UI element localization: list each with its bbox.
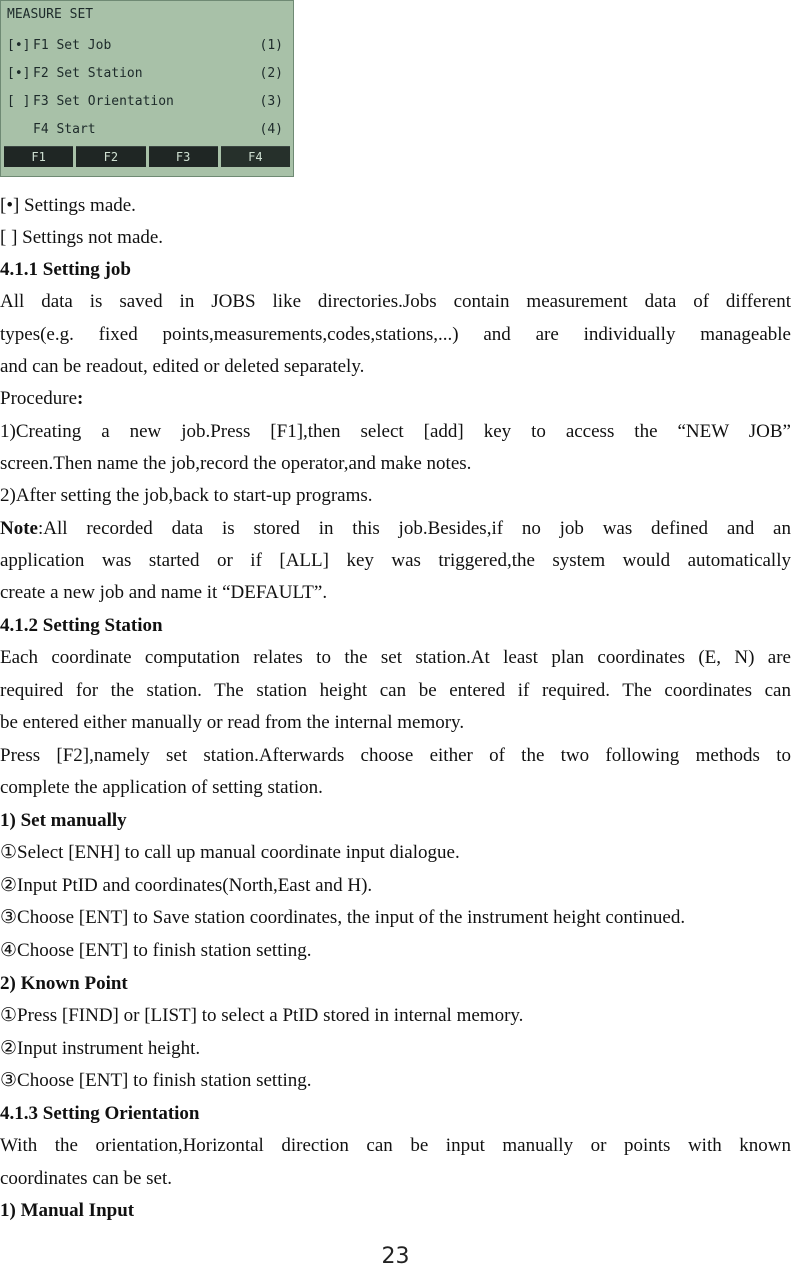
paragraph-line: screen.Then name the job,record the operator,and make notes. xyxy=(0,453,472,474)
paragraph-line: complete the application of setting station. xyxy=(0,777,323,798)
device-screen xyxy=(0,0,294,177)
heading-set-manually: 1) Set manually xyxy=(0,810,127,831)
paragraph-line: be entered either manually or read from the internal memory. xyxy=(0,712,465,733)
legend-made: [•] Settings made. xyxy=(0,195,136,216)
heading-4-1-2: 4.1.2 Setting Station xyxy=(0,615,163,636)
legend-not-made: [ ] Settings not made. xyxy=(0,227,164,248)
paragraph-line: coordinates can be set. xyxy=(0,1168,172,1189)
page-number: 23 xyxy=(381,1244,410,1269)
heading-known-point: 2) Known Point xyxy=(0,973,128,994)
paragraph-line: All data is saved in JOBS like directories.Jobs contain measurement data of different xyxy=(0,291,791,312)
softkey-f3[interactable]: F3 xyxy=(149,146,218,167)
paragraph-line: application was started or if [ALL] key was triggered,the system would automatically xyxy=(0,550,791,571)
menu-item-start[interactable] xyxy=(7,119,283,139)
menu-item-label: F2 Set Station xyxy=(33,65,143,81)
menu-item-set-job[interactable] xyxy=(7,35,283,55)
menu-item-label: F3 Set Orientation xyxy=(33,93,174,109)
paragraph-line: Each coordinate computation relates to the set station.At least plan coordinates (E, N) are xyxy=(0,647,791,668)
softkey-f2[interactable]: F2 xyxy=(76,146,145,167)
paragraph-line: and can be readout, edited or deleted separately. xyxy=(0,356,365,377)
menu-item-label: F1 Set Job xyxy=(33,37,112,53)
note-line xyxy=(0,513,791,545)
heading-manual-input: 1) Manual Input xyxy=(0,1200,135,1221)
paragraph-line: create a new job and name it “DEFAULT”. xyxy=(0,582,328,603)
procedure-label xyxy=(0,383,791,415)
list-item: ④Choose [ENT] to finish station setting. xyxy=(0,940,312,961)
menu-item-number: (4) xyxy=(259,121,283,137)
menu-item-label: F4 Start xyxy=(33,121,96,137)
heading-4-1-1: 4.1.1 Setting job xyxy=(0,259,131,280)
screen-title: MEASURE SET xyxy=(7,7,94,22)
paragraph-line: required for the station. The station height can be entered if required. The coordinates can xyxy=(0,680,791,701)
list-item: ①Press [FIND] or [LIST] to select a PtID stored in internal memory. xyxy=(0,1005,524,1026)
paragraph-line: Press [F2],namely set station.Afterwards choose either of the two following methods to xyxy=(0,745,791,766)
procedure-text: Procedure xyxy=(0,388,78,409)
paragraph-line: With the orientation,Horizontal direction can be input manually or points with known xyxy=(0,1135,791,1156)
status-mark: [•] xyxy=(7,65,31,81)
list-item: ③Choose [ENT] to Save station coordinates, the input of the instrument height continued. xyxy=(0,907,686,928)
menu-item-number: (3) xyxy=(259,93,283,109)
list-item: ②Input instrument height. xyxy=(0,1038,201,1059)
paragraph-line: types(e.g. fixed points,measurements,codes,stations,...) and are individually manageable xyxy=(0,324,791,345)
status-mark: [•] xyxy=(7,37,31,53)
list-item: ③Choose [ENT] to finish station setting. xyxy=(0,1070,312,1091)
procedure-colon: : xyxy=(77,388,84,409)
paragraph-line: 2)After setting the job,back to start-up programs. xyxy=(0,485,373,506)
status-mark: [ ] xyxy=(7,93,31,109)
note-label: Note xyxy=(0,518,38,539)
softkey-f4[interactable]: F4 xyxy=(221,146,290,167)
note-text: :All recorded data is stored in this job.Besides,if no job was defined and an xyxy=(37,518,791,539)
softkey-bar xyxy=(4,146,290,167)
menu-item-number: (2) xyxy=(259,65,283,81)
heading-4-1-3: 4.1.3 Setting Orientation xyxy=(0,1103,200,1124)
softkey-f1[interactable]: F1 xyxy=(4,146,73,167)
list-item: ②Input PtID and coordinates(North,East and H). xyxy=(0,875,373,896)
list-item: ①Select [ENH] to call up manual coordinate input dialogue. xyxy=(0,842,460,863)
menu-item-set-station[interactable] xyxy=(7,63,283,83)
menu-item-set-orientation[interactable] xyxy=(7,91,283,111)
paragraph-line: 1)Creating a new job.Press [F1],then select [add] key to access the “NEW JOB” xyxy=(0,421,791,442)
menu-item-number: (1) xyxy=(259,37,283,53)
